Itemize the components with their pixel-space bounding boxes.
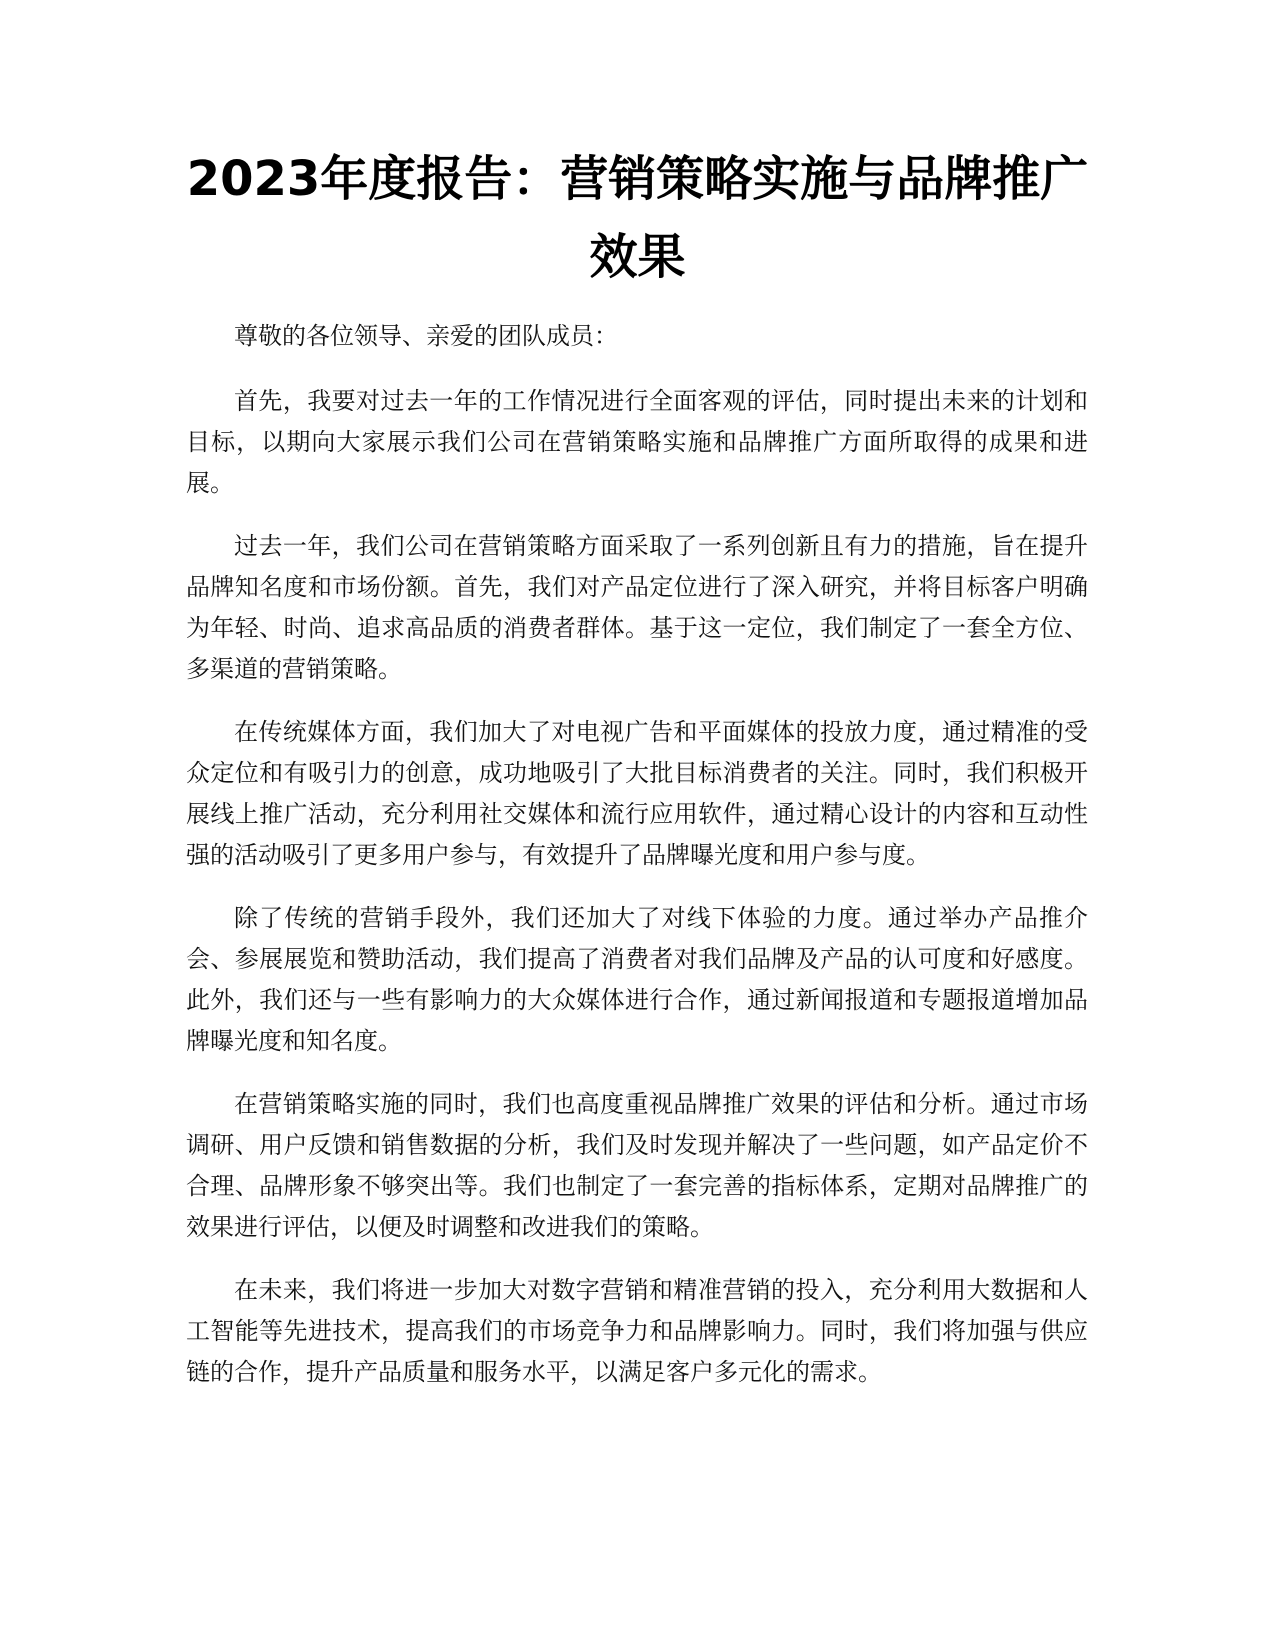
paragraph-evaluation: 在营销策略实施的同时，我们也高度重视品牌推广效果的评估和分析。通过市场调研、用户反馈和销售数据的分析，我们及时发现并解决了一些问题，如产品定价不合理、品牌形象不够突出等。我们也制定了一套完善的指标体系，定期对品牌推广的效果进行评估，以便及时调整和改进我们的策略。 [186, 1090, 1088, 1241]
paragraph-intro: 首先，我要对过去一年的工作情况进行全面客观的评估，同时提出未来的计划和目标，以期向大家展示我们公司在营销策略实施和品牌推广方面所取得的成果和进展。 [186, 387, 1088, 497]
paragraph-media: 在传统媒体方面，我们加大了对电视广告和平面媒体的投放力度，通过精准的受众定位和有吸引力的创意，成功地吸引了大批目标消费者的关注。同时，我们积极开展线上推广活动，充分利用社交媒体和流行应用软件，通过精心设计的内容和互动性强的活动吸引了更多用户参与，有效提升了品牌曝光度和用户参与度。 [186, 718, 1088, 869]
paragraph-strategy: 过去一年，我们公司在营销策略方面采取了一系列创新且有力的措施，旨在提升品牌知名度和市场份额。首先，我们对产品定位进行了深入研究，并将目标客户明确为年轻、时尚、追求高品质的消费者群体。基于这一定位，我们制定了一套全方位、多渠道的营销策略。 [186, 532, 1088, 683]
document-title: 2023年度报告：营销策略实施与品牌推广效果 [186, 151, 1089, 285]
document-body [186, 316, 1088, 1415]
paragraph-future: 在未来，我们将进一步加大对数字营销和精准营销的投入，充分利用大数据和人工智能等先进技术，提高我们的市场竞争力和品牌影响力。同时，我们将加强与供应链的合作，提升产品质量和服务水平，以满足客户多元化的需求。 [186, 1276, 1088, 1386]
paragraph-offline: 除了传统的营销手段外，我们还加大了对线下体验的力度。通过举办产品推介会、参展展览和赞助活动，我们提高了消费者对我们品牌及产品的认可度和好感度。此外，我们还与一些有影响力的大众媒体进行合作，通过新闻报道和专题报道增加品牌曝光度和知名度。 [186, 904, 1088, 1055]
salutation: 尊敬的各位领导、亲爱的团队成员： [234, 322, 618, 350]
